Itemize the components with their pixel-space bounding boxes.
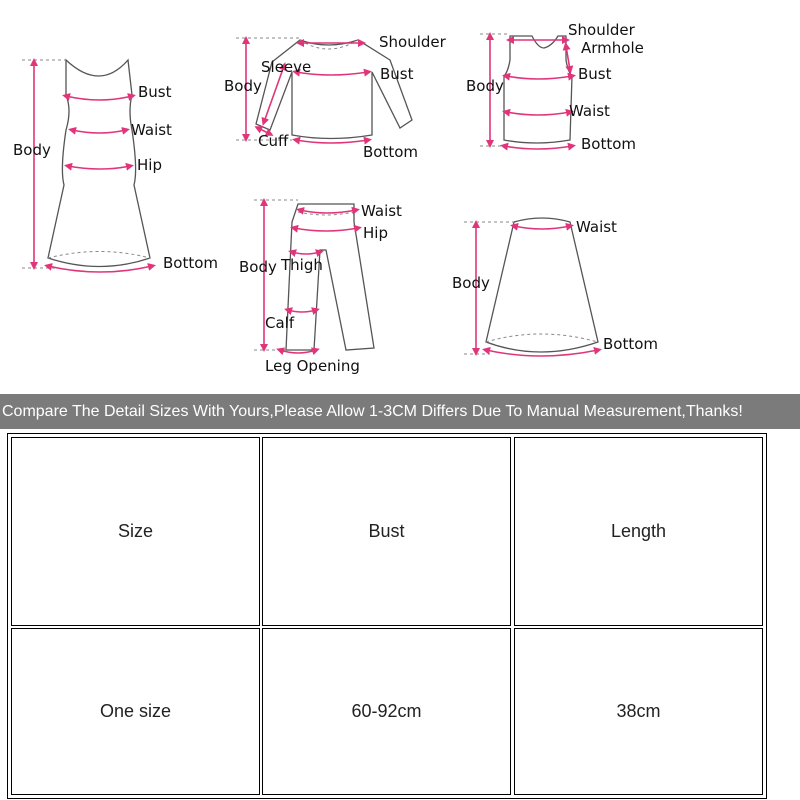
- pants-hip-label: Hip: [363, 224, 388, 242]
- dress-diagram: [13, 60, 218, 272]
- sweater-sleeve-label: Sleeve: [261, 58, 312, 76]
- tank-waist-label: Waist: [569, 102, 610, 120]
- skirt-body-label: Body: [452, 274, 490, 292]
- tank-bottom-label: Bottom: [581, 135, 637, 153]
- dress-hip-label: Hip: [137, 156, 162, 174]
- table-cell-length: 38cm: [514, 628, 763, 795]
- skirt-waist-label: Waist: [576, 218, 617, 236]
- pants-body-label: Body: [239, 258, 277, 276]
- tank-body-label: Body: [466, 77, 504, 95]
- dress-waist-label: Waist: [131, 121, 172, 139]
- sweater-diagram: [224, 33, 447, 161]
- tank-armhole-label: Armhole: [581, 39, 644, 57]
- table-cell-size: One size: [11, 628, 260, 795]
- table-header-size: Size: [11, 437, 260, 626]
- sweater-cuff-label: Cuff: [258, 132, 289, 150]
- pants-leg-opening-label: Leg Opening: [265, 357, 360, 375]
- pants-calf-label: Calf: [265, 314, 295, 332]
- measurement-note-banner: Compare The Detail Sizes With Yours,Please Allow 1-3CM Differs Due To Manual Measurement,Thanks!: [0, 394, 800, 429]
- table-header-bust: Bust: [262, 437, 511, 626]
- pants-waist-label: Waist: [361, 202, 402, 220]
- table-header-length: Length: [514, 437, 763, 626]
- sweater-bust-label: Bust: [380, 65, 414, 83]
- skirt-bottom-label: Bottom: [603, 335, 659, 353]
- tank-diagram: [466, 21, 644, 153]
- pants-diagram: [239, 200, 402, 375]
- dress-bust-label: Bust: [138, 83, 172, 101]
- tank-bust-label: Bust: [578, 65, 612, 83]
- table-cell-bust: 60-92cm: [262, 628, 511, 795]
- sweater-shoulder-label: Shoulder: [379, 33, 446, 51]
- tank-shoulder-label: Shoulder: [568, 21, 635, 39]
- size-table: [7, 433, 767, 799]
- measurement-diagrams: [0, 0, 800, 390]
- dress-bottom-label: Bottom: [163, 254, 219, 272]
- skirt-diagram: [452, 218, 658, 356]
- sweater-body-label: Body: [224, 77, 262, 95]
- pants-thigh-label: Thigh: [281, 256, 323, 274]
- dress-body-label: Body: [13, 141, 51, 159]
- sweater-bottom-label: Bottom: [363, 143, 419, 161]
